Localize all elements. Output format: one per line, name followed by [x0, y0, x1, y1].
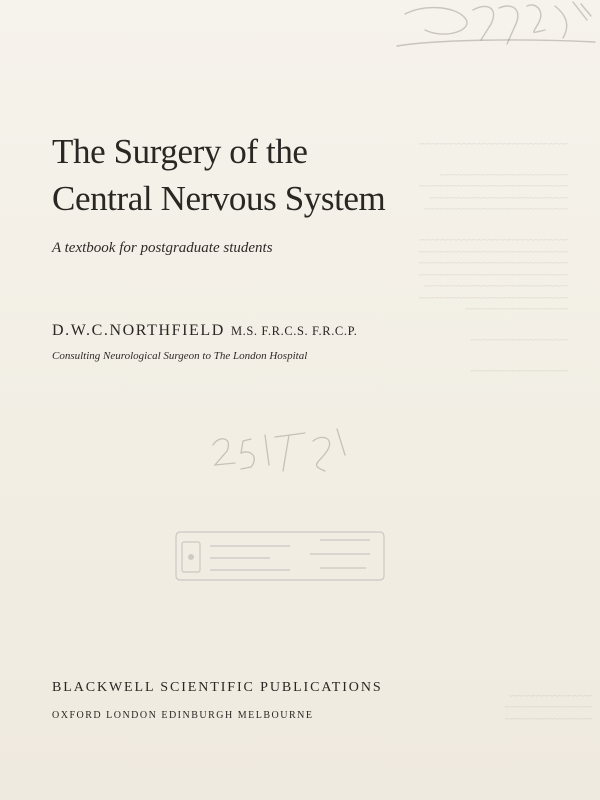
book-title — [52, 128, 385, 222]
author-qualifications: M.S. F.R.C.S. F.R.C.P. — [230, 324, 358, 338]
bleed-through-texture: ~~~~~~~~~~~~~~~~~~~~~~~~~~~~~ ~~~~~~~~~~~~~~~~~~~~~~~~~ ~~~~~~~~~~~~~~~~~~~~~~~~~~~~~ ~~~~~~~~~~~~~~~~~~~~~~~~~~~ ~~~~~~~~~~~~~~~~~~~~~~~~~~~~ ~~~~~~~~~~~~~~~~~~~~~~~~~~~~~ ~~~~~~~~~~~~~~~~~~~~~~~~~~~~~ ~~~~~~~~~~~~~~~~~~~~~~~~~~~~~ ~~~~~~~~~~~~~~~~~~~~~~~~~~~~~ ~~~~~~~~~~~~~~~~~~~~~~~~~~~~ ~~~~~~~~~~~~~~~~~~~~~~~~~~~~~ ~~~~~~~~~~~~~~~~~~~~ ~~~~~~~~~~~~~~~~~~~ ~~~~~~~~~~~~~~~~~~~ — [418, 139, 568, 377]
author-affiliation: Consulting Neurological Surgeon to The London Hospital — [52, 350, 308, 362]
pencil-scribble-top — [395, 0, 600, 60]
publisher-name: BLACKWELL SCIENTIFIC PUBLICATIONS — [52, 680, 383, 695]
publisher-cities: OXFORD LONDON EDINBURGH MELBOURNE — [52, 710, 314, 721]
author-name: D.W.C.NORTHFIELD — [52, 322, 225, 339]
book-title-line-2: Central Nervous System — [52, 179, 386, 218]
author-line — [52, 322, 357, 340]
library-stamp — [170, 522, 390, 586]
pencil-scribble-middle — [205, 415, 355, 485]
book-title-line-1: The Surgery of the — [52, 132, 308, 171]
book-subtitle: A textbook for postgraduate students — [52, 240, 273, 256]
bleed-through-texture-lower: ~~~~~~~~~~~~~~~~ ~~~~~~~~~~~~~~~~~ ~~~~~~~~~~~~~~~~~ — [504, 691, 592, 725]
